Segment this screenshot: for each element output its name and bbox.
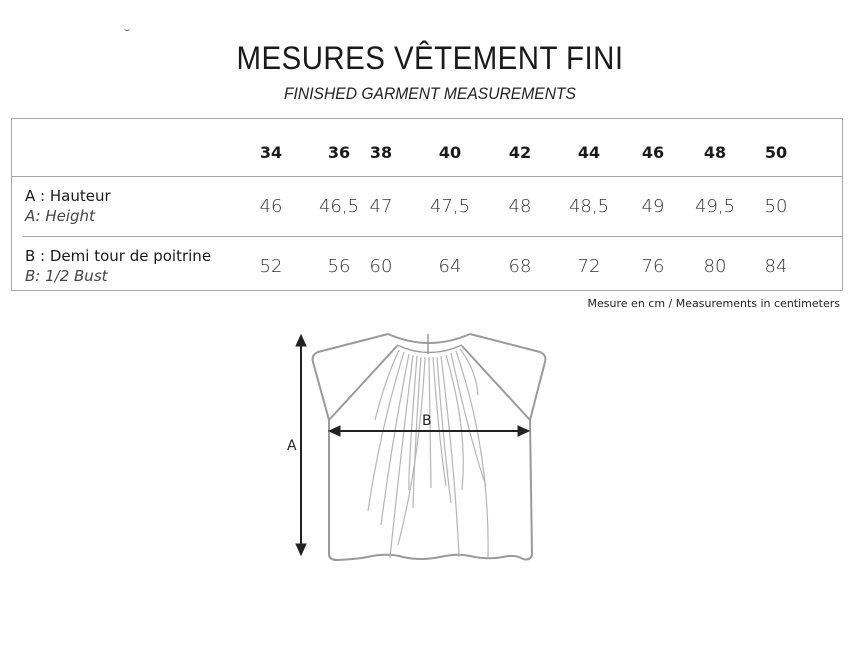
table-cell: 48: [508, 196, 532, 217]
size-header: 42: [508, 143, 532, 162]
page-title: MESURES VÊTEMENT FINI: [236, 40, 624, 76]
row-label-en: B: 1/2 Bust: [25, 267, 108, 285]
label-a: A: [287, 438, 297, 454]
table-cell: 50: [764, 196, 788, 217]
row-label-fr: A : Hauteur: [25, 187, 111, 205]
table-cell: 52: [259, 256, 283, 277]
size-header: 50: [764, 143, 788, 162]
table-cell: 68: [508, 256, 532, 277]
page-subtitle: FINISHED GARMENT MEASUREMENTS: [284, 84, 576, 103]
units-note: Mesure en cm / Measurements in centimeters: [587, 297, 840, 310]
size-header: 44: [577, 143, 601, 162]
table-cell: 72: [577, 256, 601, 277]
size-header: 34: [259, 143, 283, 162]
row-label-en: A: Height: [25, 207, 95, 225]
table-cell: 76: [641, 256, 665, 277]
table-cell: 46,5: [318, 196, 360, 217]
table-cell: 49,5: [694, 196, 736, 217]
table-cell: 80: [703, 256, 727, 277]
size-header: 38: [369, 143, 393, 162]
table-cell: 49: [641, 196, 665, 217]
table-cell: 47: [369, 196, 393, 217]
label-b: B: [422, 413, 432, 429]
table-cell: 48,5: [568, 196, 610, 217]
size-header: 48: [703, 143, 727, 162]
row-label-fr: B : Demi tour de poitrine: [25, 247, 212, 265]
table-cell: 56: [327, 256, 351, 277]
table-cell: 64: [438, 256, 462, 277]
table-cell: 47,5: [429, 196, 471, 217]
pleat-lines: [368, 349, 488, 558]
table-cell: 60: [369, 256, 393, 277]
table-cell: 84: [764, 256, 788, 277]
height-arrow: [296, 335, 306, 555]
size-header: 40: [438, 143, 462, 162]
size-header: 36: [327, 143, 351, 162]
size-header: 46: [641, 143, 665, 162]
table-cell: 46: [259, 196, 283, 217]
